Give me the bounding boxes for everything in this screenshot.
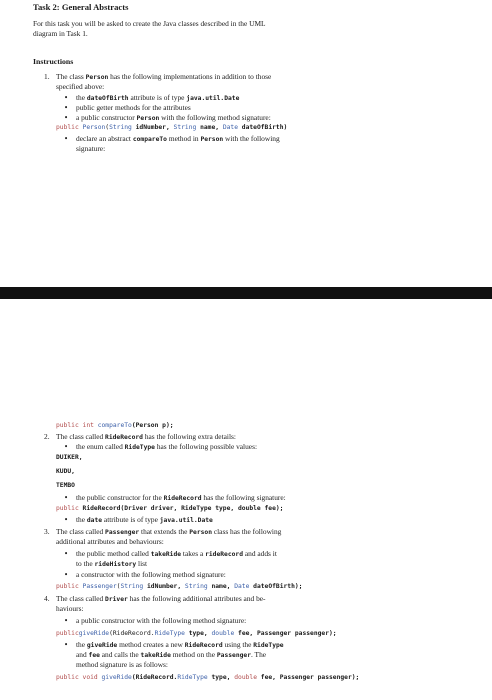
instructions-heading: Instructions bbox=[33, 57, 74, 66]
bullet-icon: • bbox=[64, 617, 69, 625]
compare-to-signature: public int compareTo(Person p); bbox=[56, 422, 174, 429]
item-4-line-2: haviours: bbox=[56, 604, 84, 613]
item-1-bullet-3: a public constructor Person with the following method signature: bbox=[76, 113, 271, 122]
bullet-icon: • bbox=[64, 550, 69, 558]
giveride-signature-code: public void giveRide(RideRecord.RideType type, double fee, Passenger passenger); bbox=[56, 674, 360, 681]
enum-value: DUIKER, bbox=[56, 454, 83, 461]
item-3-number: 3. bbox=[44, 527, 50, 536]
bullet-icon: • bbox=[64, 571, 69, 579]
item-1-bullet-4: declare an abstract compareTo method in Person with the following bbox=[76, 134, 280, 143]
bullet-icon: • bbox=[64, 104, 69, 112]
person-constructor-code: public Person(String idNumber, String name, Date dateOfBirth) bbox=[56, 124, 288, 131]
item-3-line-2: additional attributes and behaviours: bbox=[56, 537, 164, 546]
item-3-bullet-1-line-2: to the rideHistory list bbox=[76, 559, 148, 568]
item-2-bullet-2: the public constructor for the RideRecord has the following signature: bbox=[76, 493, 286, 502]
item-1-bullet-1: the dateOfBirth attribute is of type java.util.Date bbox=[76, 93, 240, 102]
enum-value: KUDU, bbox=[56, 468, 75, 475]
bullet-icon: • bbox=[64, 114, 69, 122]
item-3-line-1: The class called Passenger that extends the Person class has the following bbox=[56, 527, 282, 536]
riderecord-constructor-code: public RideRecord(Driver driver, RideType type, double fee); bbox=[56, 505, 284, 512]
item-1-line-1: The class Person has the following implementations in addition to those bbox=[56, 72, 272, 81]
intro-line-1: For this task you will be asked to create the Java classes described in the UML bbox=[33, 19, 266, 28]
item-2-number: 2. bbox=[44, 432, 50, 441]
item-3-bullet-1: the public method called takeRide takes a rideRecord and adds it bbox=[76, 549, 277, 558]
enum-value: TEMBO bbox=[56, 482, 75, 489]
item-4-bullet-2-line-3: method signature is as follows: bbox=[76, 660, 168, 669]
bullet-icon: • bbox=[64, 94, 69, 102]
bullet-icon: • bbox=[64, 443, 69, 451]
item-4-line-1: The class called Driver has the following additional attributes and be- bbox=[56, 594, 266, 603]
intro-line-2: diagram in Task 1. bbox=[33, 29, 88, 38]
item-4-bullet-2: the giveRide method creates a new RideRecord using the RideType bbox=[76, 640, 284, 649]
item-3-bullet-2: a constructor with the following method signature: bbox=[76, 570, 226, 579]
item-2-bullet-1: the enum called RideType has the following possible values: bbox=[76, 442, 258, 451]
item-4-bullet-1: a public constructor with the following method signature: bbox=[76, 616, 247, 625]
passenger-constructor-code: public Passenger(String idNumber, String name, Date dateOfBirth); bbox=[56, 583, 303, 590]
bullet-icon: • bbox=[64, 516, 69, 524]
item-2-bullet-3: the date attribute is of type java.util.Date bbox=[76, 515, 213, 524]
item-2-line: The class called RideRecord has the following extra details: bbox=[56, 432, 236, 441]
item-4-bullet-2-line-2: and fee and calls the takeRide method on the Passenger. The bbox=[76, 650, 267, 659]
page-separator bbox=[0, 287, 492, 299]
bullet-icon: • bbox=[64, 641, 69, 649]
item-1-number: 1. bbox=[44, 72, 50, 81]
bullet-icon: • bbox=[64, 494, 69, 502]
bullet-icon: • bbox=[64, 135, 69, 143]
driver-constructor-code: publicgiveRide(RideRecord.RideType type, double fee, Passenger passenger); bbox=[56, 630, 337, 637]
item-4-number: 4. bbox=[44, 594, 50, 603]
item-1-line-2: specified above: bbox=[56, 82, 105, 91]
item-1-bullet-2: public getter methods for the attributes bbox=[76, 103, 191, 112]
task-title: Task 2: General Abstracts bbox=[33, 2, 129, 12]
item-1-bullet-4-line-2: signature: bbox=[76, 144, 106, 153]
